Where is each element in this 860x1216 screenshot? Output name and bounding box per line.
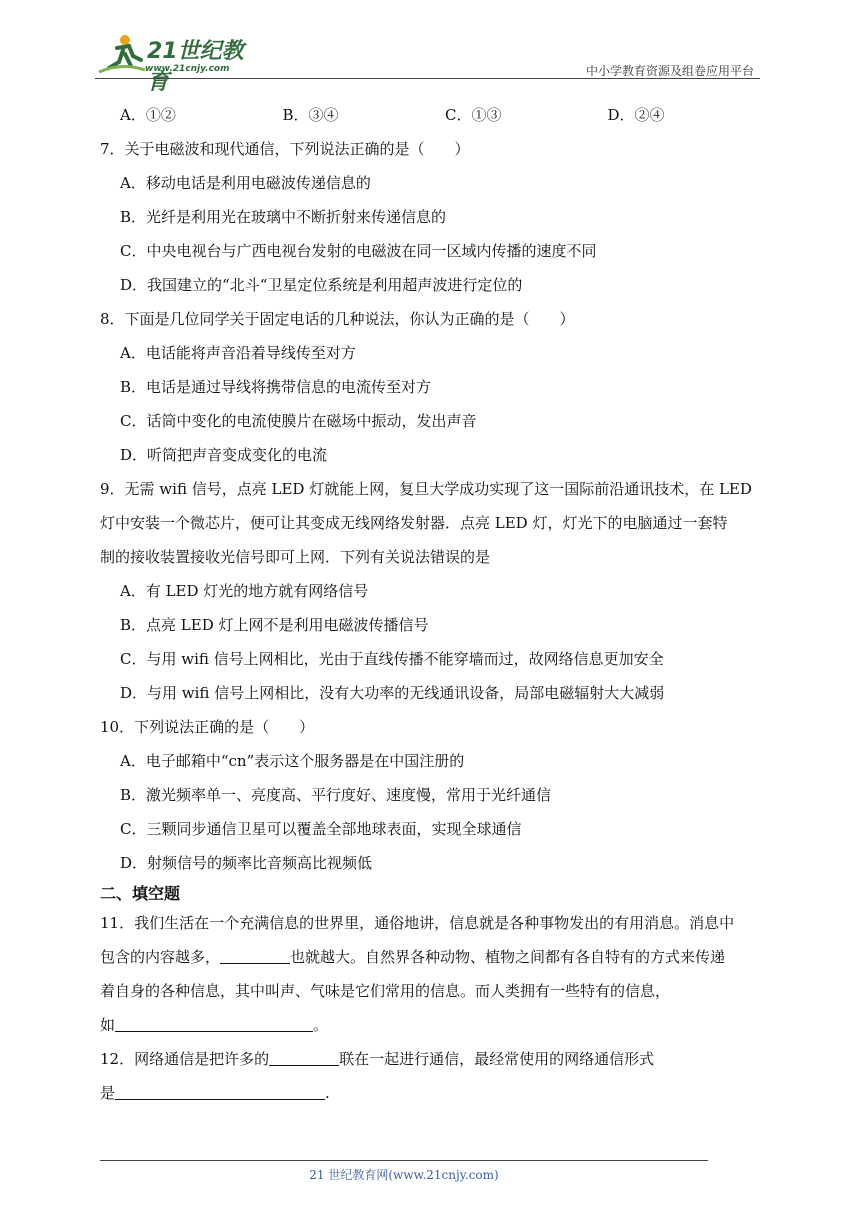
q6-option-c: C．①③: [445, 106, 502, 124]
q11-blank-2[interactable]: [115, 1015, 313, 1032]
logo-url: www.21cnjy.com: [145, 64, 230, 74]
header-divider: [95, 78, 760, 79]
q12-line-2: [100, 1076, 770, 1110]
q9-option-a: A．有 LED 灯光的地方就有网络信号: [120, 582, 369, 600]
q6-option-b: B．③④: [282, 106, 339, 124]
q7-option-c: C．中央电视台与广西电视台发射的电磁波在同一区域内传播的速度不同: [120, 242, 597, 260]
q10-stem: 10．下列说法正确的是（ ）: [100, 718, 315, 736]
q9-option-c: C．与用 wifi 信号上网相比，光由于直线传播不能穿墙而过，故网络信息更加安全: [120, 650, 664, 668]
q11-text: 包含的内容越多，: [100, 948, 221, 966]
platform-name: 中小学教育资源及组卷应用平台: [585, 64, 754, 78]
q8-option-a: A．电话能将声音沿着导线传至对方: [120, 344, 356, 362]
q10-option-b: B．激光频率单一、亮度高、平行度好、速度慢，常用于光纤通信: [120, 786, 552, 804]
q11-line-1: 11．我们生活在一个充满信息的世界里，通俗地讲，信息就是各种事物发出的有用消息。消息中: [100, 914, 735, 932]
q11-line-2: [100, 940, 770, 974]
q7-option-b: B．光纤是利用光在玻璃中不断折射来传递信息的: [120, 208, 447, 226]
q12-text: 是: [100, 1084, 116, 1102]
q9-option-d: D．与用 wifi 信号上网相比，没有大功率的无线通讯设备，局部电磁辐射大大减弱: [120, 684, 665, 702]
q12-line-1: [100, 1042, 770, 1076]
q11-line-3: 着自身的各种信息，其中叫声、气味是它们常用的信息。而人类拥有一些特有的信息，: [100, 982, 671, 1000]
q7-option-d: D．我国建立的“北斗“卫星定位系统是利用超声波进行定位的: [120, 276, 523, 294]
q8-stem: 8．下面是几位同学关于固定电话的几种说法，你认为正确的是（ ）: [100, 310, 575, 328]
q9-option-b: B．点亮 LED 灯上网不是利用电磁波传播信号: [120, 616, 429, 634]
q9-stem-line-2: 灯中安装一个微芯片，便可让其变成无线网络发射器．点亮 LED 灯，灯光下的电脑通过一套特: [100, 514, 728, 532]
footer-divider: [100, 1160, 708, 1161]
q12-text: .: [325, 1084, 330, 1102]
q11-text: 也就越大。自然界各种动物、植物之间都有各自特有的方式来传递: [290, 948, 726, 966]
q11-text: 如: [100, 1016, 116, 1034]
q9-stem-line-3: 制的接收装置接收光信号即可上网．下列有关说法错误的是: [100, 548, 491, 566]
q12-blank-2[interactable]: [115, 1083, 325, 1100]
q7-stem: 7．关于电磁波和现代通信，下列说法正确的是（ ）: [100, 140, 470, 158]
q6-option-a: A．①②: [120, 106, 176, 124]
q10-option-d: D．射频信号的频率比音频高比视频低: [120, 854, 373, 872]
q10-option-c: C．三颗同步通信卫星可以覆盖全部地球表面，实现全球通信: [120, 820, 522, 838]
q8-option-c: C．话筒中变化的电流使膜片在磁场中振动，发出声音: [120, 412, 477, 430]
q12-text: 12．网络通信是把许多的: [100, 1050, 270, 1068]
q11-blank-1[interactable]: [220, 947, 290, 964]
q7-option-a: A．移动电话是利用电磁波传递信息的: [120, 174, 371, 192]
q12-blank-1[interactable]: [269, 1049, 339, 1066]
section-heading: 二、填空题: [100, 884, 181, 903]
runner-logo-icon: [95, 32, 147, 76]
q8-option-b: B．电话是通过导线将携带信息的电流传至对方: [120, 378, 432, 396]
site-logo: [95, 32, 265, 95]
q6-option-d: D．②④: [607, 106, 665, 124]
worksheet-body: [100, 98, 770, 1110]
footer-text: 21 世纪教育网(www.21cnjy.com): [309, 1168, 499, 1182]
logo-text: 21世纪教育: [147, 39, 244, 95]
page-header: [95, 28, 760, 95]
q10-option-a: A．电子邮箱中“cn”表示这个服务器是在中国注册的: [120, 752, 465, 770]
q11-text: 。: [313, 1016, 329, 1034]
q12-text: 联在一起进行通信，最经常使用的网络通信形式: [339, 1050, 655, 1068]
q6-options: [100, 98, 770, 132]
q9-stem-line-1: 9．无需 wifi 信号，点亮 LED 灯就能上网，复旦大学成功实现了这一国际前沿通讯技术，在 LED: [100, 480, 752, 498]
q11-line-4: [100, 1008, 770, 1042]
q8-option-d: D．听筒把声音变成变化的电流: [120, 446, 328, 464]
